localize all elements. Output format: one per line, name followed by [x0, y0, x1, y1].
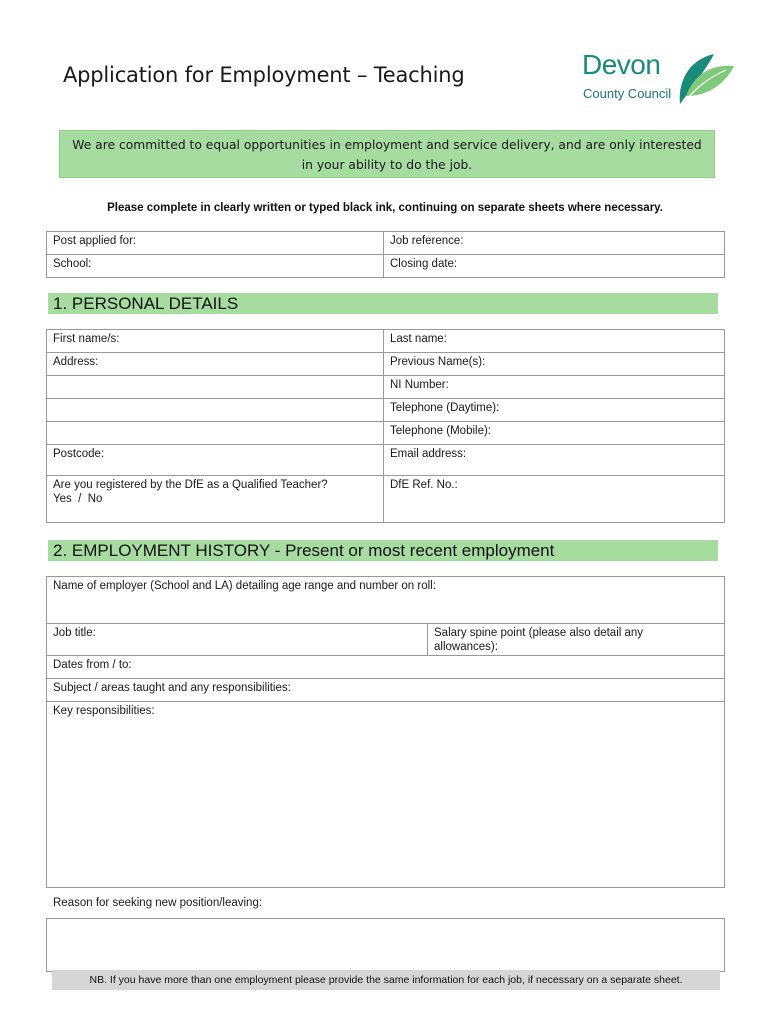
section-employment-history: 2. EMPLOYMENT HISTORY - Present or most recent employment	[48, 540, 718, 561]
reason-field[interactable]	[46, 918, 725, 972]
post-details-table	[46, 231, 725, 278]
address-line-4[interactable]	[47, 422, 384, 445]
employer-field[interactable]: Name of employer (School and LA) detailing age range and number on roll:	[47, 577, 725, 624]
qts-question: Are you registered by the DfE as a Qualified Teacher?	[53, 479, 328, 491]
ni-number-field[interactable]: NI Number:	[384, 376, 725, 399]
dfe-ref-field[interactable]: DfE Ref. No.:	[384, 476, 725, 523]
key-responsibilities-field[interactable]: Key responsibilities:	[47, 702, 725, 888]
closing-date-field[interactable]: Closing date:	[384, 255, 725, 278]
nb-note: NB. If you have more than one employment please provide the same information for each job, if necessary on a separate sheet.	[52, 970, 720, 990]
reason-label: Reason for seeking new position/leaving:	[53, 897, 263, 909]
salary-label-1: Salary spine point (please also detail any	[434, 627, 644, 639]
address-line-3[interactable]	[47, 399, 384, 422]
school-field[interactable]: School:	[47, 255, 384, 278]
first-names-field[interactable]: First name/s:	[47, 330, 384, 353]
address-field[interactable]: Address:	[47, 353, 384, 376]
section-personal-details: 1. PERSONAL DETAILS	[48, 293, 718, 314]
salary-label-2: allowances):	[434, 641, 498, 653]
leaf-icon	[674, 52, 736, 108]
postcode-field[interactable]: Postcode:	[47, 445, 384, 476]
personal-details-table	[46, 329, 725, 523]
telephone-daytime-field[interactable]: Telephone (Daytime):	[384, 399, 725, 422]
email-field[interactable]: Email address:	[384, 445, 725, 476]
qts-question-field[interactable]	[47, 476, 384, 523]
instruction-text: Please complete in clearly written or typed black ink, continuing on separate sheets where necessary.	[107, 202, 663, 214]
telephone-mobile-field[interactable]: Telephone (Mobile):	[384, 422, 725, 445]
employment-table	[46, 576, 725, 888]
job-title-field[interactable]: Job title:	[47, 624, 428, 656]
last-name-field[interactable]: Last name:	[384, 330, 725, 353]
subjects-field[interactable]: Subject / areas taught and any responsibilities:	[47, 679, 725, 702]
equal-opportunities-banner	[59, 130, 715, 178]
logo-subtitle: County Council	[583, 86, 672, 101]
dates-field[interactable]: Dates from / to:	[47, 656, 725, 679]
post-applied-for-field[interactable]: Post applied for:	[47, 232, 384, 255]
job-reference-field[interactable]: Job reference:	[384, 232, 725, 255]
logo-wordmark: Devon	[582, 49, 661, 80]
devon-logo	[582, 49, 742, 112]
banner-line-1: We are committed to equal opportunities in employment and service delivery, and are only interested	[72, 138, 702, 152]
page-title: Application for Employment – Teaching	[63, 63, 465, 87]
qts-options: Yes / No	[53, 493, 103, 505]
address-line-2[interactable]	[47, 376, 384, 399]
banner-line-2: in your ability to do the job.	[301, 158, 473, 172]
salary-spine-field[interactable]	[428, 624, 725, 656]
previous-names-field[interactable]: Previous Name(s):	[384, 353, 725, 376]
